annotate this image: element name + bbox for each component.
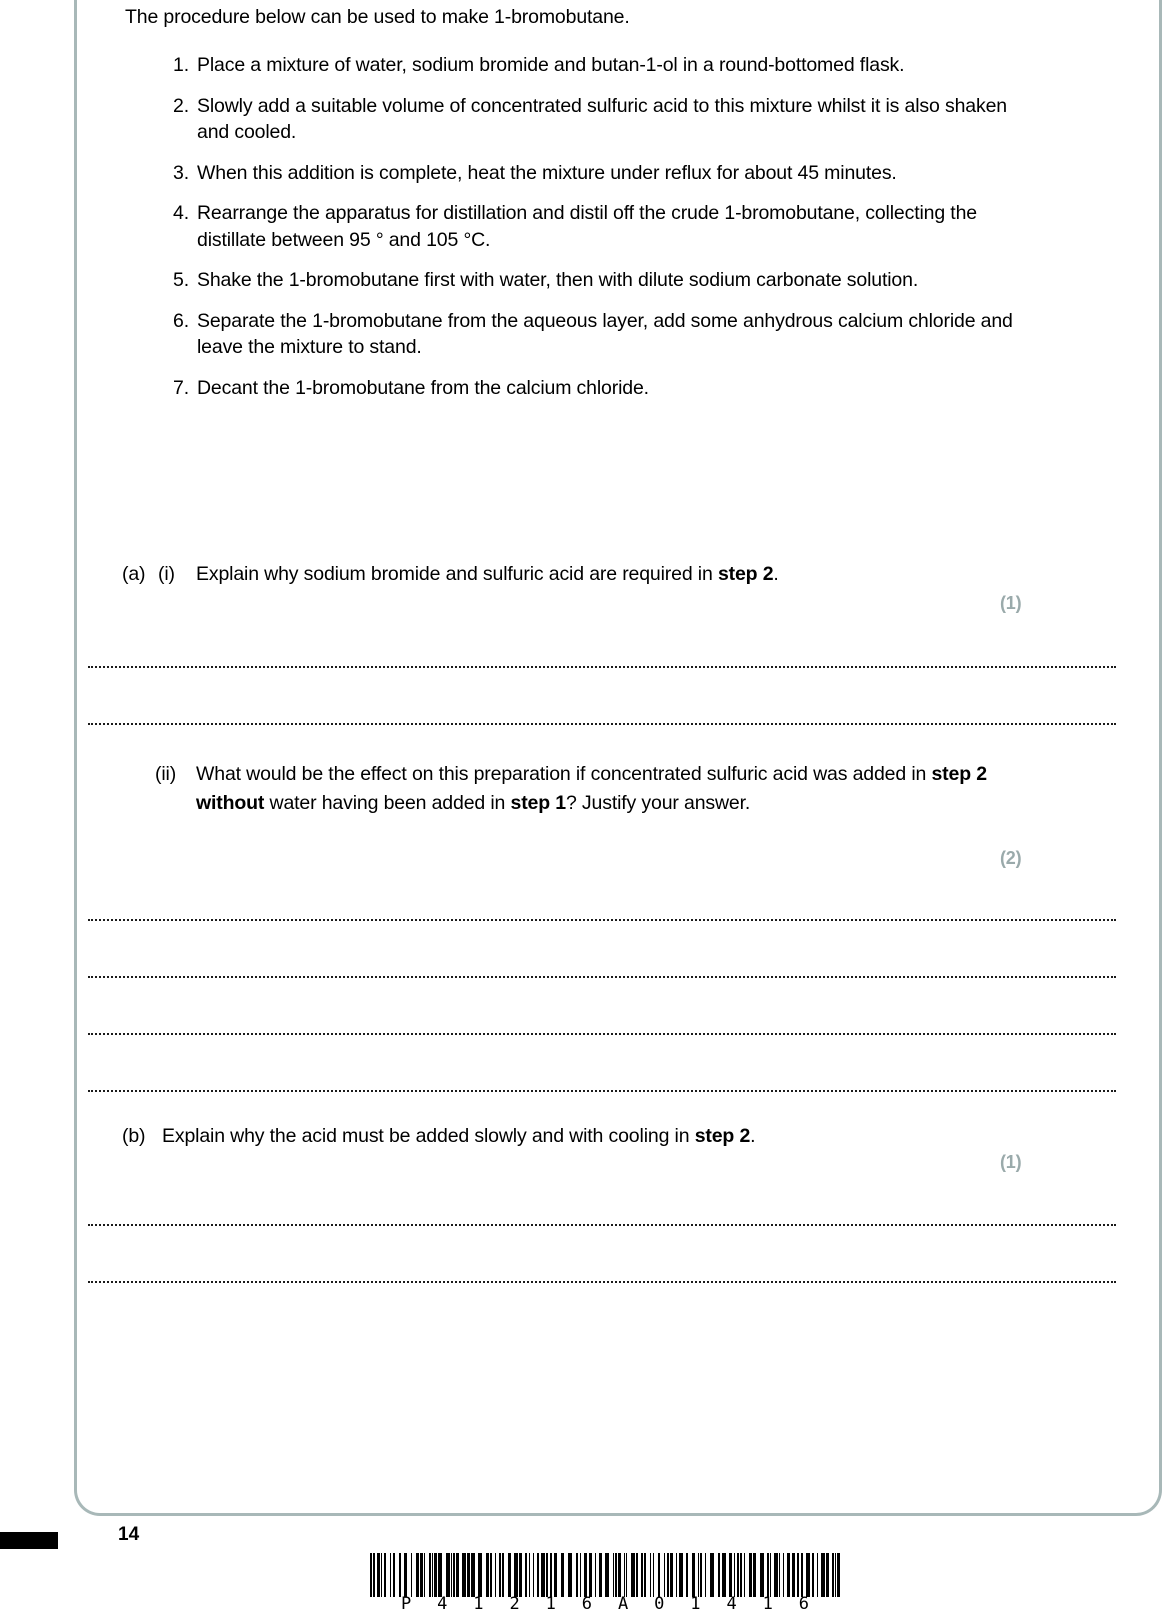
- barcode: [370, 1553, 840, 1615]
- part-a-ii-bold-step1: step 1: [510, 791, 566, 814]
- part-label-a: (a): [122, 563, 146, 585]
- barcode-digit: A: [617, 1594, 629, 1614]
- answer-line[interactable]: [88, 1090, 1116, 1092]
- procedure-step-number: 5.: [173, 269, 189, 291]
- part-label-a-ii: (ii): [155, 763, 177, 785]
- part-b-text-post: .: [750, 1125, 756, 1147]
- procedure-step-text: Separate the 1-bromobutane from the aqueous layer, add some anhydrous calcium chloride and leave the mixture to stand.: [197, 309, 1013, 358]
- barcode-digit: P: [400, 1594, 412, 1614]
- part-a-i-text-post: .: [773, 563, 779, 585]
- answer-line[interactable]: [88, 1224, 1116, 1226]
- procedure-step-number: 7.: [173, 376, 189, 399]
- procedure-step: [155, 160, 1115, 187]
- procedure-step: [155, 52, 1115, 79]
- barcode-digit: 1: [690, 1594, 701, 1614]
- part-a-ii-text-pre: What would be the effect on this preparation if concentrated sulfuric acid was added in: [196, 763, 932, 785]
- part-label-b: (b): [122, 1125, 146, 1147]
- procedure-step: [155, 375, 1115, 402]
- procedure-step-number: 3.: [173, 161, 189, 184]
- registration-mark-bar: [0, 1532, 58, 1549]
- part-a-ii-bold-step2: step 2 without: [196, 763, 987, 814]
- procedure-step-number: 2.: [173, 94, 189, 117]
- procedure-step-text: Decant the 1-bromobutane from the calcium chloride.: [197, 376, 649, 399]
- answer-line[interactable]: [88, 723, 1116, 725]
- part-a-ii-text-post: ? Justify your answer.: [565, 791, 751, 814]
- part-a-ii-text: [196, 760, 996, 817]
- procedure-list: [155, 52, 1115, 415]
- barcode-bars: [370, 1553, 840, 1597]
- marks-b: (1): [1000, 1152, 1022, 1172]
- part-b-bold-step: step 2: [694, 1125, 751, 1147]
- answer-line[interactable]: [88, 666, 1116, 668]
- barcode-digit: 1: [473, 1594, 484, 1614]
- part-b-text: [162, 1122, 1062, 1151]
- procedure-step: [155, 267, 1115, 294]
- part-b-text-pre: Explain why the acid must be added slowly and with cooling in: [162, 1125, 695, 1147]
- procedure-step-number: 4.: [173, 202, 189, 224]
- procedure-step: [155, 308, 1115, 361]
- barcode-digit: 1: [545, 1594, 556, 1614]
- barcode-digit: 4: [726, 1594, 737, 1614]
- procedure-step-number: 6.: [173, 309, 189, 332]
- barcode-digit: 0: [654, 1594, 665, 1614]
- answer-line[interactable]: [88, 1033, 1116, 1035]
- procedure-step-text: Place a mixture of water, sodium bromide and butan-1-ol in a round-bottomed flask.: [197, 54, 905, 76]
- part-a-i-text-pre: Explain why sodium bromide and sulfuric acid are required in: [196, 563, 718, 585]
- answer-line[interactable]: [88, 1281, 1116, 1283]
- procedure-step: [155, 200, 1115, 253]
- part-a-i-bold-step: step 2: [717, 563, 774, 585]
- marks-a-ii: (2): [1000, 848, 1022, 868]
- part-label-a-i: (i): [158, 563, 175, 585]
- part-a-ii-text-mid: water having been added in: [264, 791, 511, 814]
- procedure-step-text: Shake the 1-bromobutane first with water, then with dilute sodium carbonate solution.: [197, 269, 919, 291]
- part-a-i-text: [196, 560, 1076, 589]
- procedure-step-text: When this addition is complete, heat the mixture under reflux for about 45 minutes.: [197, 161, 897, 184]
- procedure-step-number: 1.: [173, 54, 189, 76]
- page-number: 14: [118, 1524, 140, 1545]
- procedure-step: [155, 93, 1115, 146]
- barcode-digit: 1: [762, 1594, 773, 1614]
- barcode-digit: 2: [509, 1594, 520, 1614]
- question-stem: The procedure below can be used to make 1-bromobutane.: [125, 6, 630, 28]
- barcode-digit: 4: [437, 1594, 448, 1614]
- marks-a-i: (1): [1000, 593, 1022, 613]
- answer-line[interactable]: [88, 919, 1116, 921]
- barcode-digit: 6: [798, 1594, 810, 1614]
- barcode-digit-row: [370, 1594, 840, 1616]
- procedure-step-text: Rearrange the apparatus for distillation and distil off the crude 1-bromobutane, collecting the distillate between 95 ° and 105 °C.: [197, 202, 977, 251]
- barcode-digit: 6: [581, 1594, 593, 1614]
- answer-line[interactable]: [88, 976, 1116, 978]
- procedure-step-text: Slowly add a suitable volume of concentrated sulfuric acid to this mixture whilst it is also shaken and cooled.: [197, 94, 1007, 143]
